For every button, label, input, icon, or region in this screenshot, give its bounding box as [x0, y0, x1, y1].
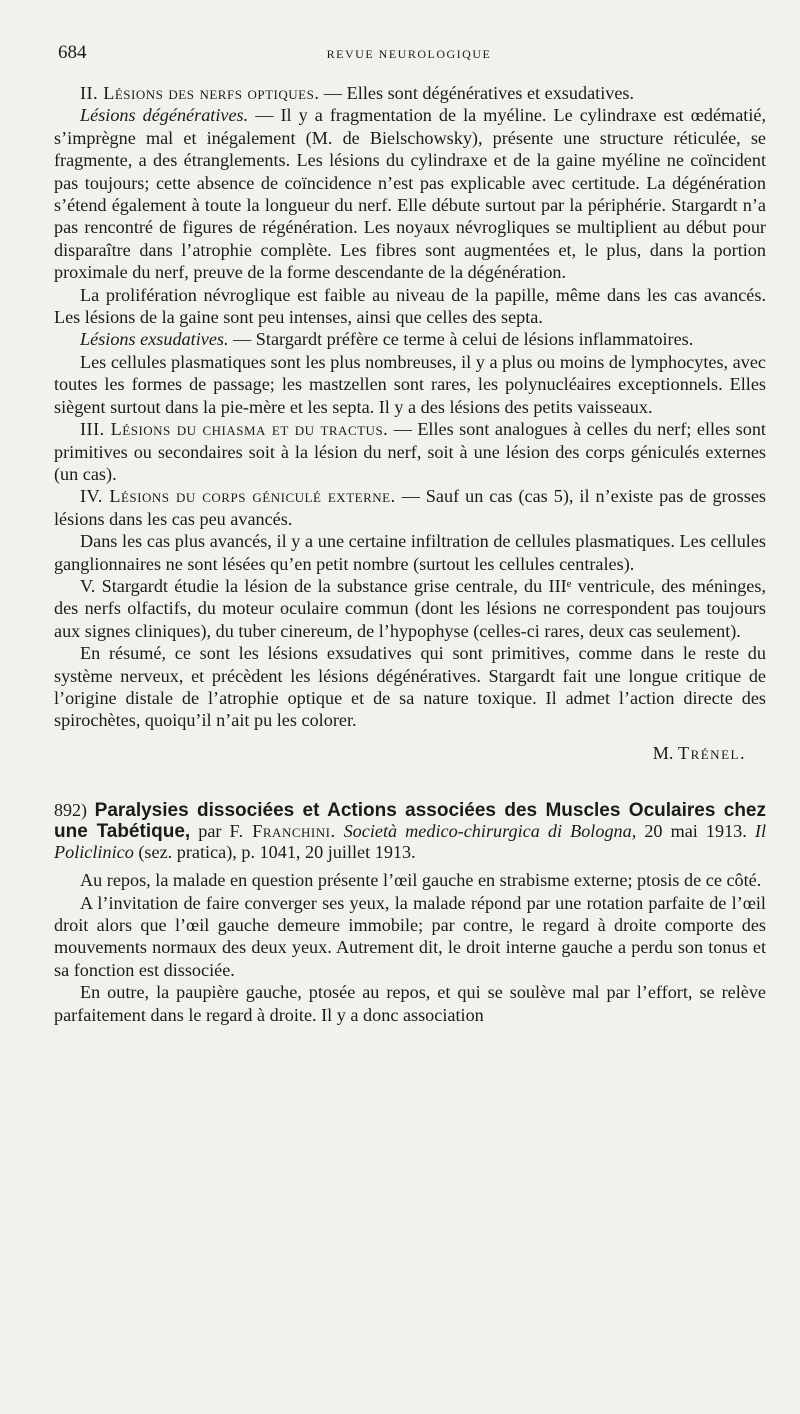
section-iv-text: — Sauf un cas (cas 5), il n’existe pas de grosses lésions dans les cas peu avancés. — [54, 486, 766, 529]
advanced-cases-paragraph: Dans les cas plus avancés, il y a une certaine infiltration de cellules plasmatiques. Les cellules ganglionnaires ne sont lésées qu’en petit nombre (surtout les cellules centrales). — [54, 531, 766, 574]
section-iii-text: — Elles sont analogues à celles du nerf; elles sont primitives ou secondaires soit à la lésion du nerf, soit à une lésion des corps géniculés externes (un cas). — [54, 419, 766, 484]
abstract-title: Paralysies dissociées et Actions associées des Muscles Oculaires chez une Tabétique, — [54, 800, 766, 843]
page-header — [58, 42, 760, 72]
abstract-source: Società medico-chirurgica di Bologna, — [343, 821, 637, 842]
abstract-publication: (sez. pratica), p. 1041, 20 juillet 1913. — [133, 842, 416, 863]
author-signature — [54, 742, 766, 764]
abstract-number: 892) — [54, 800, 87, 821]
signature-name: Trénel. — [677, 742, 746, 763]
abstract-paragraph-convergence: A l’invitation de faire converger ses yeux, la malade répond par une rotation parfaite de l’œil droit alors que l’œil gauche demeure immobile; par contre, le regard à droite comporte des mouvements normaux des deux yeux. Autrement dit, le droit interne gauche a perdu son tonus et sa fonction est dissociée. — [54, 892, 766, 980]
section-iv-title: IV. Lésions du corps géniculé externe. — [80, 486, 396, 507]
exsudative-paragraph — [54, 328, 766, 350]
signature-initial: M. — [652, 742, 674, 763]
page-number: 684 — [58, 42, 87, 63]
section-divider — [54, 764, 766, 800]
degenerative-text: — Il y a fragmentation de la myéline. Le cylindraxe est œdématié, s’imprègne mal et inégalement (M. de Bielschowsky), présente une structure réticulée, se fragmente, a des étranglements. Les lésions du cylindraxe et de la gaine myéline ne coïncident pas toujours; cette absence de coïncidence n’est pas explicable avec certitude. La dégénération s’étend également à toute la longueur du nerf. Elle débute surtout par la périphérie. Stargardt n’a pas rencontré de figures de régénération. Les noyaux névrogliques se multiplient au début pour disparaître dans l’atrophie complète. Les fibres sont augmentées et, le plus, dans la portion proximale du nerf, preuve de la forme descendante de la dégénération. — [54, 105, 766, 283]
degenerative-paragraph — [54, 104, 766, 283]
section-iv-paragraph — [54, 485, 766, 530]
section-ii-intro: — Elles sont dégénératives et exsudatives. — [319, 83, 635, 103]
section-ii-heading — [54, 82, 766, 104]
abstract-journal: Il Policlinico — [54, 821, 767, 863]
summary-paragraph: En résumé, ce sont les lésions exsudatives qui sont primitives, comme dans le reste du système nerveux, et précèdent les lésions dégénératives. Stargardt fait une longue critique de l’origine distale de l’atrophie optique et de sa nature toxique. Il admet l’action directe des spirochètes, quoiqu’il n’ait pu les colorer. — [54, 643, 766, 731]
exsudative-label: Lésions exsudatives. — [80, 329, 229, 350]
abstract-date: 20 mai 1913. — [636, 821, 755, 842]
journal-title: REVUE NEUROLOGIQUE — [326, 47, 492, 61]
abstract-by: par — [190, 821, 230, 842]
abstract-header — [54, 800, 766, 863]
abstract-paragraph-rest: Au repos, la malade en question présente l’œil gauche en strabisme externe; ptosis de ce côté. — [80, 870, 762, 891]
abstract-paragraph-eyelid: En outre, la paupière gauche, ptosée au repos, et qui se soulève mal par l’effort, se relève parfaitement dans le regard à droite. Il y a donc association — [54, 982, 766, 1025]
papilla-paragraph: La prolifération névroglique est faible au niveau de la papille, même dans les cas avancés. Les lésions de la gaine sont peu intenses, ainsi que celles des septa. — [54, 284, 766, 328]
section-ii-title: II. Lésions des nerfs optiques. — [80, 83, 320, 103]
exsudative-text: — Stargardt préfère ce terme à celui de lésions inflammatoires. — [228, 329, 694, 350]
section-v-paragraph: V. Stargardt étudie la lésion de la substance grise centrale, du IIIᵉ ventricule, des méninges, des nerfs olfactifs, du moteur oculaire commun (dont les lésions ne correspondent pas toujours aux signes cliniques), du tuber cinereum, de l’hypophyse (celles-ci rares, deux cas seulement). — [54, 575, 766, 641]
section-iii-title: III. Lésions du chiasma et du tractus. — [80, 419, 389, 440]
cells-paragraph: Les cellules plasmatiques sont les plus nombreuses, il y a plus ou moins de lymphocytes, avec toutes les formes de passage; les mastzellen sont rares, les polynucléaires exceptionnels. Elles siègent surtout dans la pie-mère et les septa. Il y a des lésions des petits vaisseaux. — [54, 351, 766, 417]
abstract-author: F. Franchini. — [229, 821, 336, 842]
degenerative-label: Lésions dégénératives. — [80, 105, 249, 126]
article-body — [54, 82, 766, 1026]
section-iii-paragraph — [54, 418, 766, 485]
